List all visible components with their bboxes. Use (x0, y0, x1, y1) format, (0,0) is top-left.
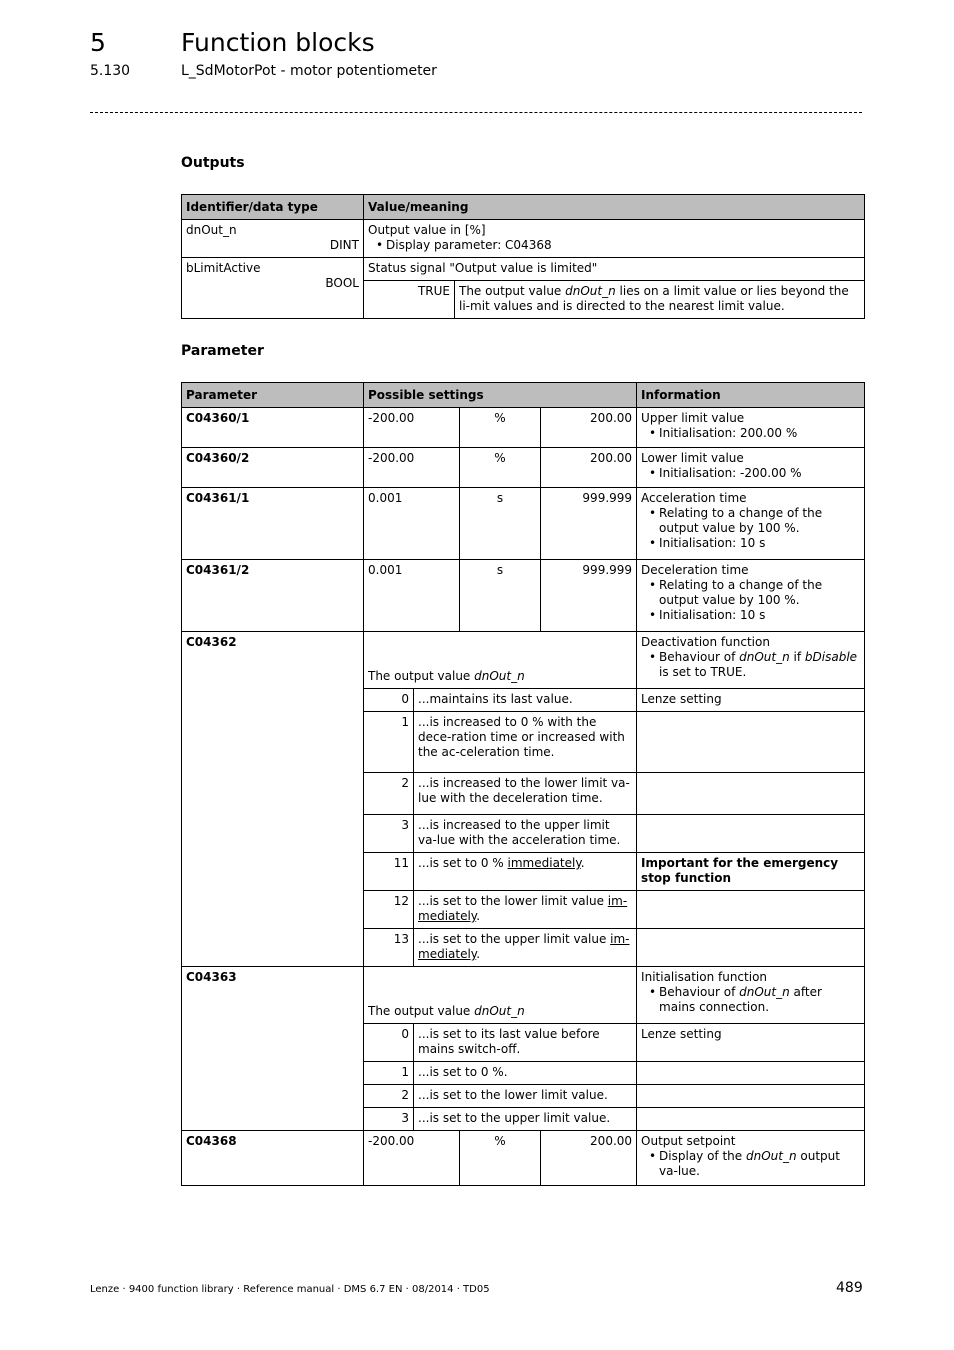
option-value: 1 (364, 712, 414, 773)
setting-max: 200.00 (541, 1131, 637, 1186)
parameter-code: C04361/1 (182, 488, 364, 560)
parameter-code: C04360/1 (182, 408, 364, 448)
identifier-name: dnOut_n (186, 223, 237, 237)
col-header-information: Information (637, 383, 865, 408)
setting-max: 200.00 (541, 448, 637, 488)
setting-min: -200.00 (364, 1131, 460, 1186)
setting-min: 0.001 (364, 488, 460, 560)
parameter-heading: Parameter (181, 343, 264, 359)
option-info: Lenze setting (637, 689, 865, 712)
meaning-text: Output value in [%] (368, 223, 486, 237)
info-cell: Deactivation function • Behaviour of dnOut_n if bDisable is set to TRUE. (637, 632, 865, 689)
table-row (182, 1131, 865, 1186)
setting-unit: s (460, 560, 541, 632)
table-row (182, 560, 865, 632)
col-header-parameter: Parameter (182, 383, 364, 408)
parameter-code: C04362 (182, 632, 364, 967)
table-header-row (182, 383, 865, 408)
info-cell: Initialisation function • Behaviour of dnOut_n after mains connection. (637, 967, 865, 1024)
info-cell: Lower limit value • Initialisation: -200.00 % (637, 448, 865, 488)
outputs-table (181, 194, 865, 319)
option-text: ...is set to 0 % immediately. (414, 853, 637, 891)
identifier-type: BOOL (325, 276, 359, 290)
table-row (182, 488, 865, 560)
value-key: TRUE (364, 281, 455, 319)
setting-max: 999.999 (541, 560, 637, 632)
option-info (637, 773, 865, 815)
option-value: 13 (364, 929, 414, 967)
option-text: ...maintains its last value. (414, 689, 637, 712)
setting-unit: % (460, 1131, 541, 1186)
setting-min: 0.001 (364, 560, 460, 632)
table-row (182, 258, 865, 281)
option-value: 2 (364, 773, 414, 815)
setting-max: 200.00 (541, 408, 637, 448)
table-row (182, 220, 865, 258)
info-cell: Deceleration time • Relating to a change of the output value by 100 %. • Initialisation: 10 s (637, 560, 865, 632)
option-value: 1 (364, 1062, 414, 1085)
info-cell: Acceleration time • Relating to a change of the output value by 100 %. • Initialisation: 10 s (637, 488, 865, 560)
section-number: 5.130 (90, 63, 131, 79)
chapter-title: Function blocks (181, 28, 375, 57)
identifier-name: bLimitActive (186, 261, 261, 275)
meaning-bullet: • Display parameter: C04368 (368, 238, 860, 253)
footer-text: Lenze · 9400 function library · Reference manual · DMS 6.7 EN · 08/2014 · TD05 (90, 1284, 490, 1295)
identifier-cell (182, 220, 364, 258)
parameter-code: C04363 (182, 967, 364, 1131)
col-header-settings: Possible settings (364, 383, 637, 408)
option-info (637, 1062, 865, 1085)
option-text: ...is increased to 0 % with the dece-ration time or increased with the ac-celeration time. (414, 712, 637, 773)
option-info (637, 891, 865, 929)
chapter-number: 5 (90, 28, 106, 57)
setting-intro: The output value dnOut_n (364, 967, 637, 1024)
setting-intro: The output value dnOut_n (364, 632, 637, 689)
option-value: 12 (364, 891, 414, 929)
table-row (182, 967, 865, 1024)
option-info: Important for the emergency stop function (637, 853, 865, 891)
option-value: 0 (364, 689, 414, 712)
parameter-code: C04368 (182, 1131, 364, 1186)
option-info (637, 712, 865, 773)
setting-min: -200.00 (364, 408, 460, 448)
header-divider (90, 112, 862, 113)
meaning-cell: Status signal "Output value is limited" (364, 258, 865, 281)
option-text: ...is set to the upper limit value im-mediately. (414, 929, 637, 967)
parameter-table (181, 382, 865, 1186)
table-header-row (182, 195, 865, 220)
meaning-cell (364, 220, 865, 258)
info-cell: Output setpoint • Display of the dnOut_n output va-lue. (637, 1131, 865, 1186)
option-text: ...is set to the upper limit value. (414, 1108, 637, 1131)
option-info (637, 815, 865, 853)
col-header-identifier: Identifier/data type (182, 195, 364, 220)
table-row (182, 632, 865, 689)
col-header-value: Value/meaning (364, 195, 865, 220)
option-text: ...is increased to the lower limit va-lue with the deceleration time. (414, 773, 637, 815)
option-text: ...is set to the lower limit value. (414, 1085, 637, 1108)
option-info (637, 1108, 865, 1131)
table-row (182, 448, 865, 488)
info-cell: Upper limit value • Initialisation: 200.00 % (637, 408, 865, 448)
outputs-heading: Outputs (181, 155, 245, 171)
section-title: L_SdMotorPot - motor potentiometer (181, 63, 437, 79)
parameter-code: C04361/2 (182, 560, 364, 632)
setting-min: -200.00 (364, 448, 460, 488)
option-text: ...is set to the lower limit value im-mediately. (414, 891, 637, 929)
setting-unit: s (460, 488, 541, 560)
setting-unit: % (460, 408, 541, 448)
identifier-cell (182, 258, 364, 319)
table-row (182, 408, 865, 448)
option-value: 3 (364, 1108, 414, 1131)
parameter-code: C04360/2 (182, 448, 364, 488)
option-text: ...is increased to the upper limit va-lue with the acceleration time. (414, 815, 637, 853)
option-value: 2 (364, 1085, 414, 1108)
option-info (637, 1085, 865, 1108)
option-info (637, 929, 865, 967)
option-info: Lenze setting (637, 1024, 865, 1062)
option-value: 3 (364, 815, 414, 853)
option-text: ...is set to 0 %. (414, 1062, 637, 1085)
option-value: 11 (364, 853, 414, 891)
option-value: 0 (364, 1024, 414, 1062)
value-description: The output value dnOut_n lies on a limit value or lies beyond the li-mit values and is directed to the nearest limit value. (455, 281, 865, 319)
setting-unit: % (460, 448, 541, 488)
option-text: ...is set to its last value before mains switch-off. (414, 1024, 637, 1062)
page-number: 489 (836, 1280, 863, 1296)
identifier-type: DINT (329, 238, 359, 252)
setting-max: 999.999 (541, 488, 637, 560)
